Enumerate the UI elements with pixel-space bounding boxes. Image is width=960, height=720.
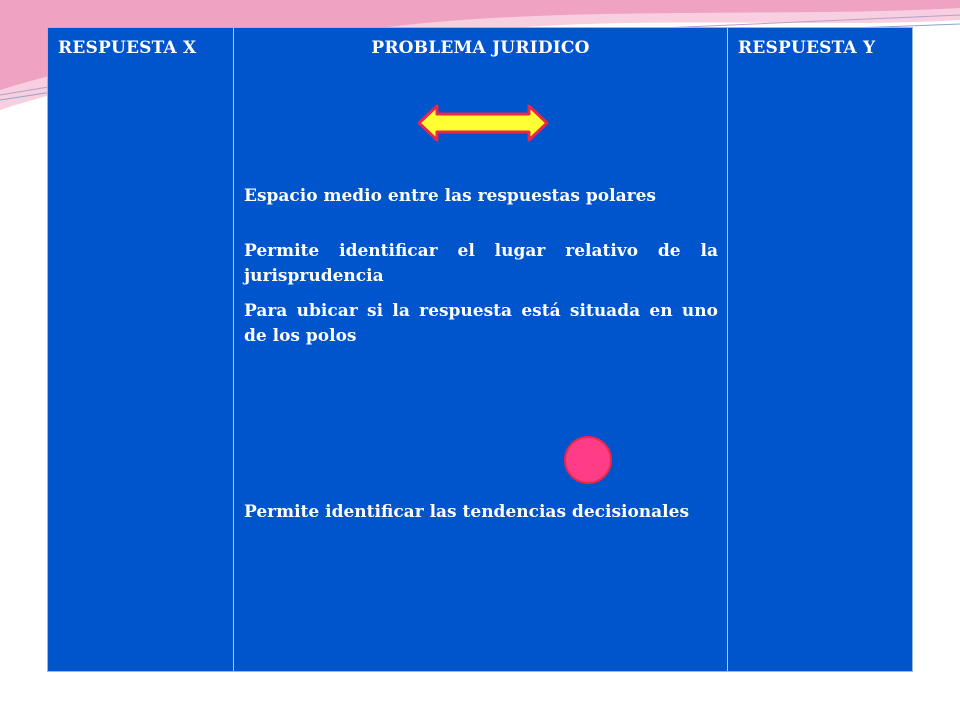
column-header-problema-juridico: PROBLEMA JURIDICO: [371, 38, 590, 58]
legal-problem-table: [47, 27, 913, 672]
double-headed-arrow-icon: [417, 104, 549, 142]
column-problema-juridico: [234, 28, 728, 671]
circle-marker-icon: [563, 435, 613, 485]
paragraph-espacio-medio: Espacio medio entre las respuestas polares: [244, 186, 656, 206]
column-header-respuesta-x: RESPUESTA X: [58, 38, 197, 58]
column-header-respuesta-y: RESPUESTA Y: [738, 38, 876, 58]
paragraph-lugar-relativo: Permite identificar el lugar relativo de la jurisprudencia: [244, 241, 718, 286]
paragraph-tendencias-decisionales: Permite identificar las tendencias decisionales: [244, 502, 690, 522]
column-respuesta-y: [728, 28, 912, 671]
paragraph-ubicar-polos: Para ubicar si la respuesta está situada en uno de los polos: [244, 301, 718, 346]
column-respuesta-x: [48, 28, 234, 671]
